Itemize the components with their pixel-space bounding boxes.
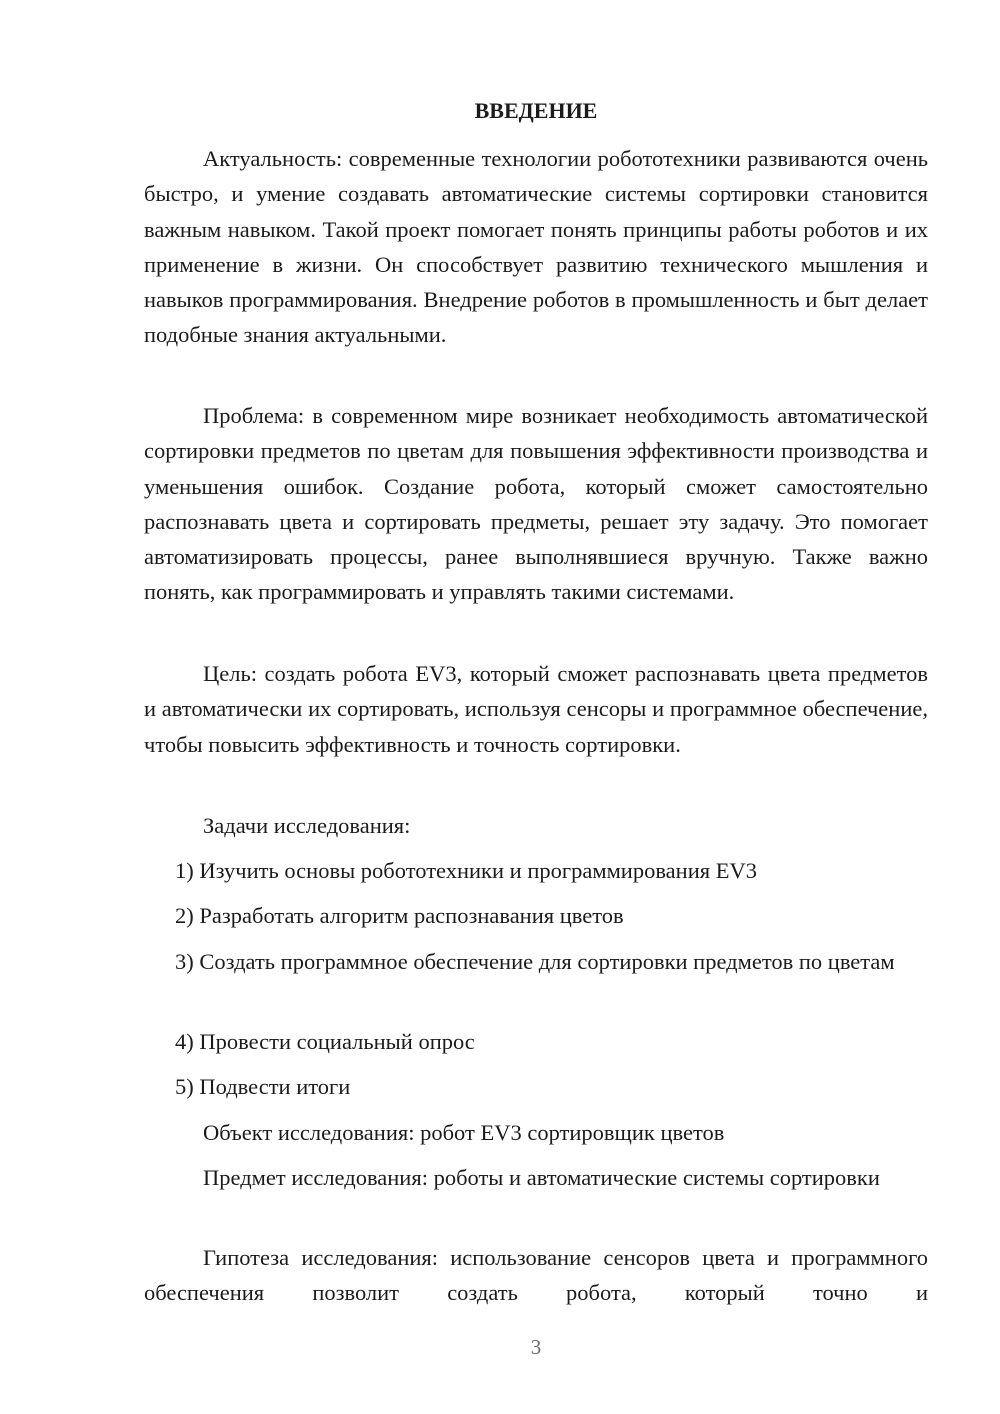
tasks-heading: Задачи исследования: [203,813,411,838]
page-title: ВВЕДЕНИЕ [474,98,598,123]
paragraph-object: Объект исследования: робот EV3 сортировщик цветов [203,1120,725,1145]
task-item-1: 1) Изучить основы робототехники и программирования EV3 [175,858,757,883]
paragraph-subject: Предмет исследования: роботы и автоматические системы сортировки [203,1165,880,1190]
paragraph-hypothesis: Гипотеза исследования: использование сенсоров цвета и программного обеспечения позволит создать робота, который точно и [144,1245,928,1306]
page-number: 3 [530,1335,542,1359]
paragraph-relevance: Актуальность: современные технологии робототехники развиваются очень быстро, и умение создавать автоматические системы сортировки становится важным навыком. Такой проект помогает понять принципы работы роботов и их применение в жизни. Он способствует развитию технического мышления и навыков программирования. Внедрение роботов в промышленность и быт делает подобные знания актуальными. [144,146,928,348]
task-item-4: 4) Провести социальный опрос [175,1029,475,1054]
task-item-5: 5) Подвести итоги [175,1074,351,1099]
paragraph-problem: Проблема: в современном мире возникает необходимость автоматической сортировки предметов по цветам для повышения эффективности производства и уменьшения ошибок. Создание робота, который сможет самостоятельно распознавать цвета и сортировать предметы, решает эту задачу. Это помогает автоматизировать процессы, ранее выполнявшиеся вручную. Также важно понять, как программировать и управлять такими системами. [144,403,928,605]
task-item-2: 2) Разработать алгоритм распознавания цветов [175,903,624,928]
paragraph-goal: Цель: создать робота EV3, который сможет распознавать цвета предметов и автоматически их сортировать, используя сенсоры и программное обеспечение, чтобы повысить эффективность и точность сортировки. [144,661,928,757]
task-item-3: 3) Создать программное обеспечение для сортировки предметов по цветам [175,949,895,974]
